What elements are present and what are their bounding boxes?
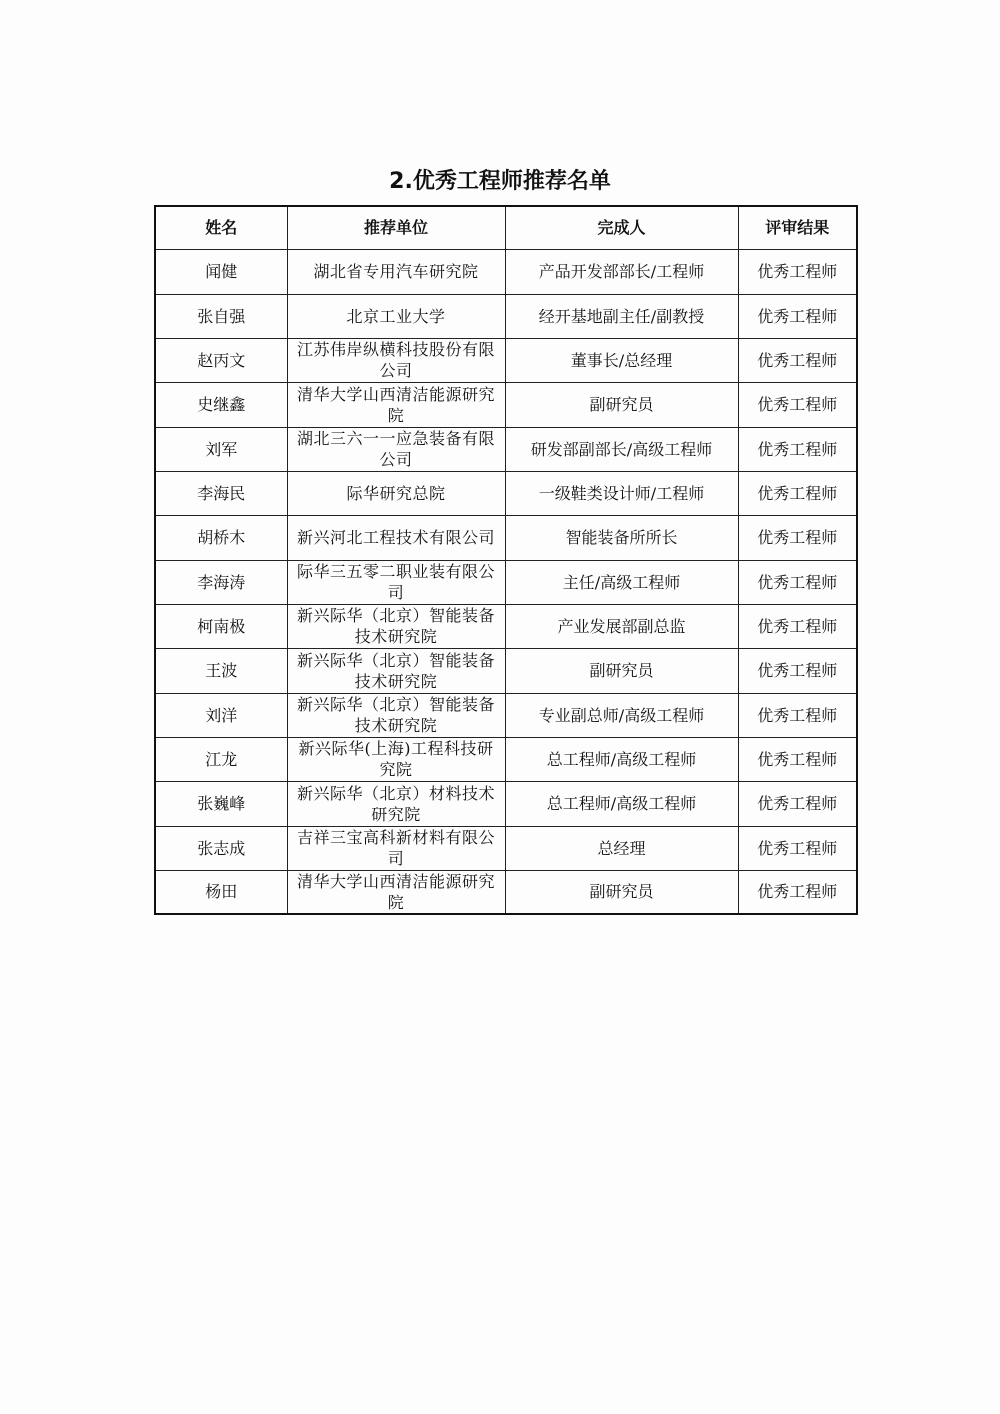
cell-result: 优秀工程师 [738, 471, 857, 515]
cell-name: 杨田 [155, 870, 287, 914]
cell-result: 优秀工程师 [738, 693, 857, 737]
cell-result: 优秀工程师 [738, 870, 857, 914]
cell-role: 智能装备所所长 [505, 515, 738, 560]
cell-role: 一级鞋类设计师/工程师 [505, 471, 738, 515]
cell-name: 张巍峰 [155, 781, 287, 826]
table-row [155, 870, 857, 914]
table-row [155, 382, 857, 427]
cell-name: 闻健 [155, 249, 287, 294]
cell-result: 优秀工程师 [738, 781, 857, 826]
cell-role: 主任/高级工程师 [505, 560, 738, 604]
cell-role: 专业副总师/高级工程师 [505, 693, 738, 737]
cell-role: 总经理 [505, 826, 738, 870]
cell-name: 赵丙文 [155, 338, 287, 382]
cell-org: 吉祥三宝高科新材料有限公司 [287, 826, 505, 870]
cell-role: 产业发展部副总监 [505, 604, 738, 648]
cell-name: 史继鑫 [155, 382, 287, 427]
cell-org: 新兴际华（北京）智能装备技术研究院 [287, 693, 505, 737]
cell-result: 优秀工程师 [738, 515, 857, 560]
cell-name: 刘军 [155, 427, 287, 471]
header-org: 推荐单位 [287, 206, 505, 249]
cell-result: 优秀工程师 [738, 560, 857, 604]
cell-result: 优秀工程师 [738, 382, 857, 427]
table-row [155, 338, 857, 382]
cell-result: 优秀工程师 [738, 249, 857, 294]
cell-role: 产品开发部部长/工程师 [505, 249, 738, 294]
header-name: 姓名 [155, 206, 287, 249]
cell-result: 优秀工程师 [738, 294, 857, 338]
cell-org: 北京工业大学 [287, 294, 505, 338]
cell-org: 清华大学山西清洁能源研究院 [287, 382, 505, 427]
cell-result: 优秀工程师 [738, 338, 857, 382]
cell-name: 刘洋 [155, 693, 287, 737]
cell-org: 清华大学山西清洁能源研究院 [287, 870, 505, 914]
cell-role: 总工程师/高级工程师 [505, 737, 738, 781]
cell-role: 副研究员 [505, 382, 738, 427]
table-row [155, 427, 857, 471]
table-row [155, 826, 857, 870]
cell-org: 新兴际华（北京）智能装备技术研究院 [287, 604, 505, 648]
cell-name: 李海民 [155, 471, 287, 515]
cell-org: 际华研究总院 [287, 471, 505, 515]
table-row [155, 648, 857, 693]
table-row [155, 515, 857, 560]
header-role: 完成人 [505, 206, 738, 249]
table-row [155, 781, 857, 826]
cell-result: 优秀工程师 [738, 648, 857, 693]
table-row [155, 693, 857, 737]
cell-role: 副研究员 [505, 870, 738, 914]
cell-result: 优秀工程师 [738, 737, 857, 781]
cell-org: 新兴际华（北京）材料技术研究院 [287, 781, 505, 826]
table-row [155, 471, 857, 515]
page-title: 2.优秀工程师推荐名单 [389, 169, 611, 194]
cell-name: 张志成 [155, 826, 287, 870]
cell-role: 董事长/总经理 [505, 338, 738, 382]
cell-name: 王波 [155, 648, 287, 693]
cell-name: 江龙 [155, 737, 287, 781]
cell-org: 新兴河北工程技术有限公司 [287, 515, 505, 560]
cell-org: 新兴际华（北京）智能装备技术研究院 [287, 648, 505, 693]
cell-result: 优秀工程师 [738, 604, 857, 648]
cell-role: 研发部副部长/高级工程师 [505, 427, 738, 471]
cell-name: 李海涛 [155, 560, 287, 604]
cell-result: 优秀工程师 [738, 427, 857, 471]
engineer-recommendation-table [154, 205, 858, 915]
table-row [155, 604, 857, 648]
cell-role: 副研究员 [505, 648, 738, 693]
table-row [155, 737, 857, 781]
table-row [155, 249, 857, 294]
cell-role: 总工程师/高级工程师 [505, 781, 738, 826]
cell-org: 新兴际华(上海)工程科技研究院 [287, 737, 505, 781]
table-row [155, 294, 857, 338]
cell-org: 湖北省专用汽车研究院 [287, 249, 505, 294]
table-header-row [155, 206, 857, 249]
cell-org: 江苏伟岸纵横科技股份有限公司 [287, 338, 505, 382]
cell-name: 胡桥木 [155, 515, 287, 560]
cell-org: 际华三五零二职业装有限公司 [287, 560, 505, 604]
table-row [155, 560, 857, 604]
cell-result: 优秀工程师 [738, 826, 857, 870]
cell-org: 湖北三六一一应急装备有限公司 [287, 427, 505, 471]
cell-name: 柯南极 [155, 604, 287, 648]
cell-name: 张自强 [155, 294, 287, 338]
cell-role: 经开基地副主任/副教授 [505, 294, 738, 338]
header-result: 评审结果 [738, 206, 857, 249]
